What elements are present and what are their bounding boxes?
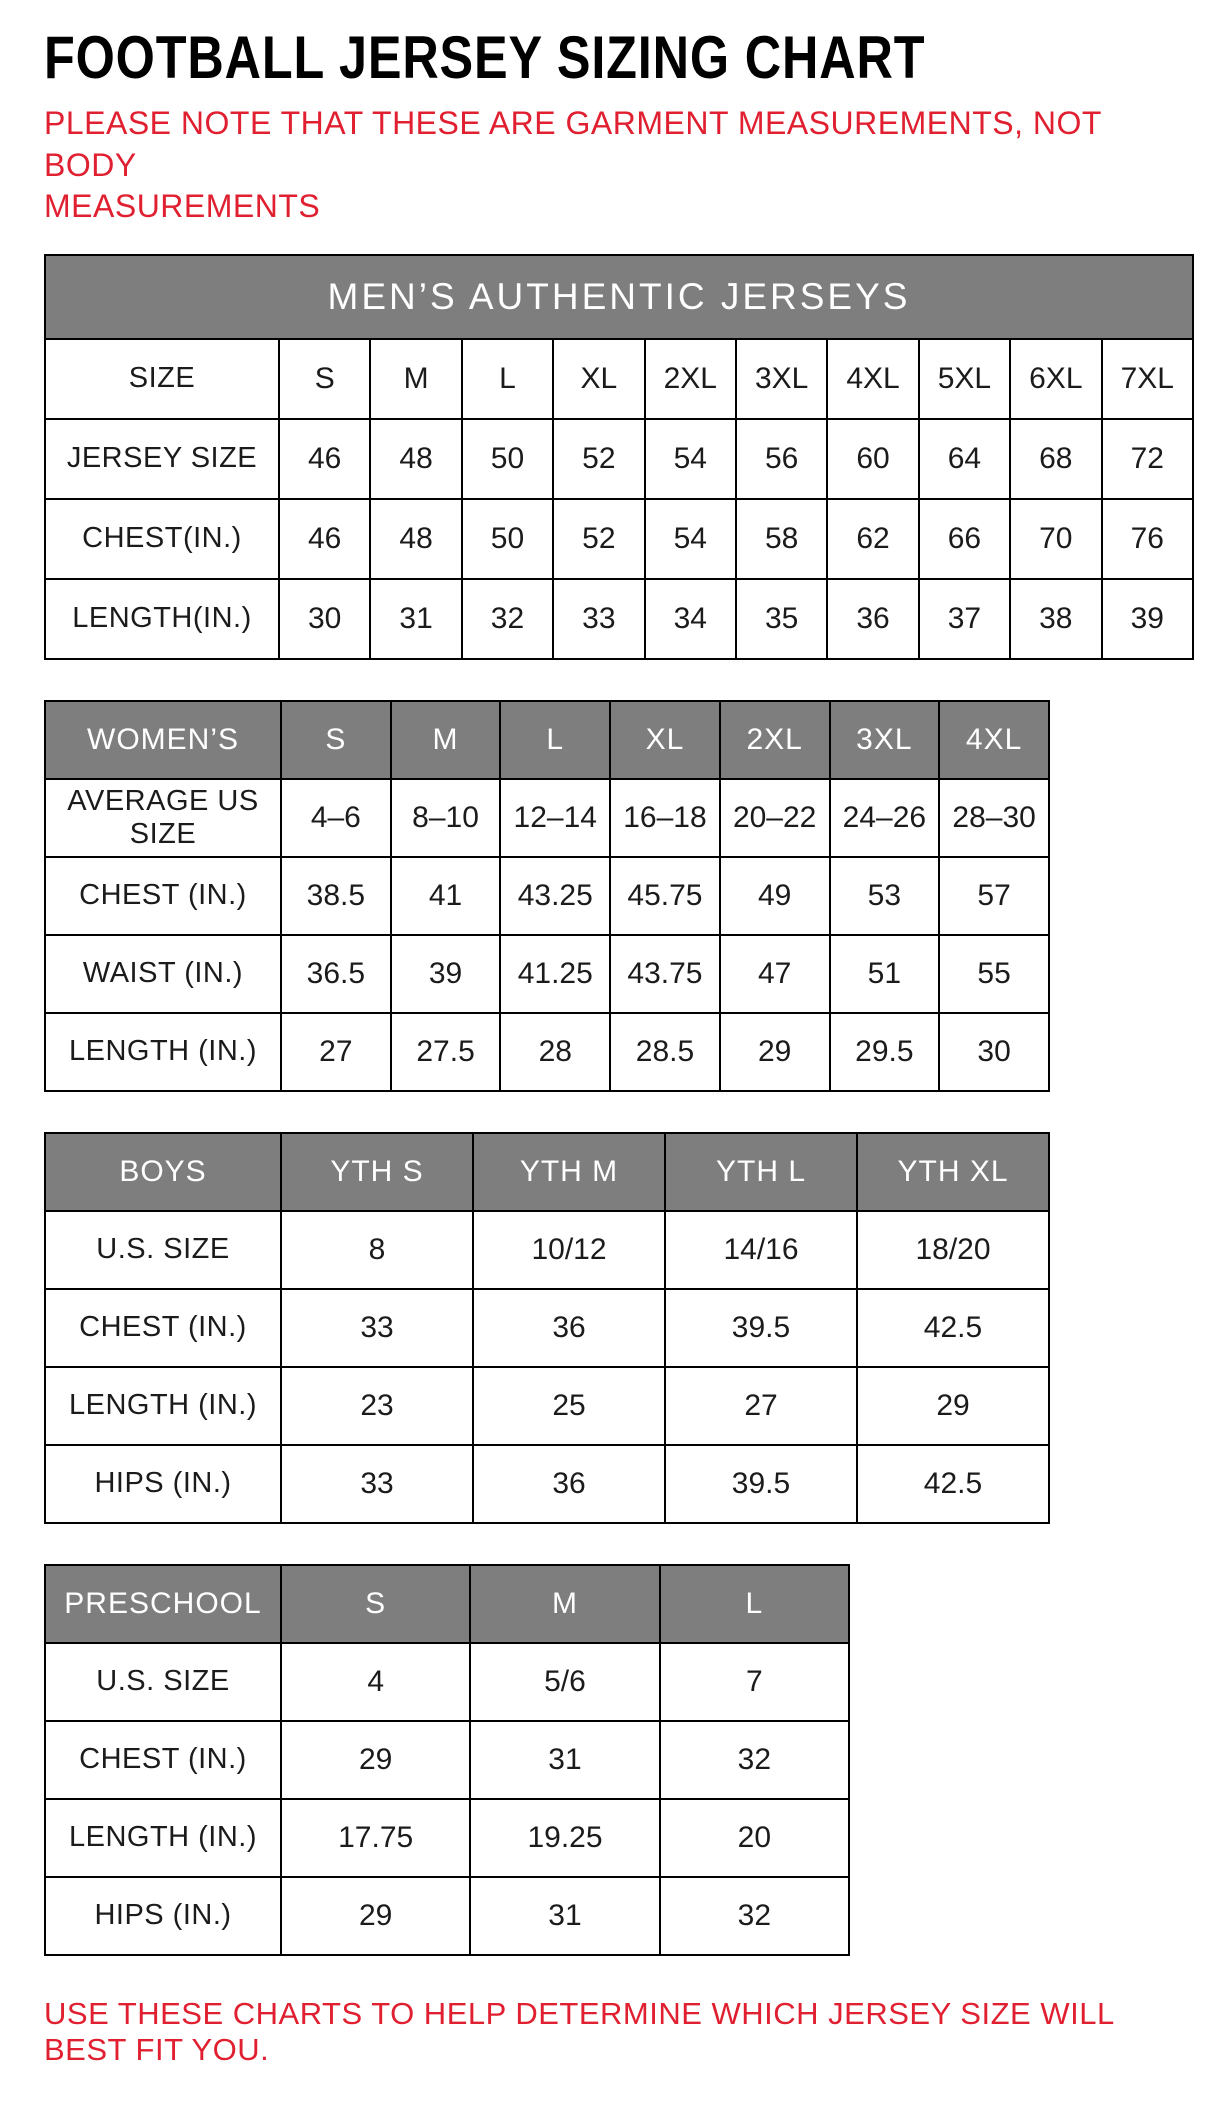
cell: XL — [553, 339, 644, 419]
cell: 43.25 — [500, 857, 610, 935]
table-row — [45, 935, 1049, 1013]
preschool-table-title: PRESCHOOL — [45, 1565, 281, 1643]
cell: 33 — [281, 1289, 473, 1367]
column-header: YTH S — [281, 1133, 473, 1211]
cell: 5/6 — [470, 1643, 659, 1721]
row-label: HIPS (IN.) — [45, 1877, 281, 1955]
row-label: CHEST (IN.) — [45, 857, 281, 935]
table-row — [45, 1643, 849, 1721]
cell: 42.5 — [857, 1445, 1049, 1523]
cell: 7XL — [1102, 339, 1193, 419]
cell: 53 — [830, 857, 940, 935]
cell: 35 — [736, 579, 827, 659]
cell: 36.5 — [281, 935, 391, 1013]
cell: 45.75 — [610, 857, 720, 935]
row-label: AVERAGE US SIZE — [45, 779, 281, 857]
column-header: S — [281, 1565, 470, 1643]
column-header: L — [500, 701, 610, 779]
womens-table-title: WOMEN’S — [45, 701, 281, 779]
cell: 58 — [736, 499, 827, 579]
table-row — [45, 779, 1049, 857]
column-header: YTH L — [665, 1133, 857, 1211]
measurement-note-line2: MEASUREMENTS — [44, 188, 321, 225]
table-row — [45, 857, 1049, 935]
cell: S — [279, 339, 370, 419]
cell: 29 — [857, 1367, 1049, 1445]
cell: 28–30 — [939, 779, 1049, 857]
cell: 52 — [553, 419, 644, 499]
cell: 41 — [391, 857, 501, 935]
table-row — [45, 1877, 849, 1955]
table-row — [45, 499, 1193, 579]
cell: 36 — [827, 579, 918, 659]
table-header-row — [45, 1565, 849, 1643]
cell: 43.75 — [610, 935, 720, 1013]
cell: 46 — [279, 499, 370, 579]
cell: 42.5 — [857, 1289, 1049, 1367]
row-label: LENGTH(IN.) — [45, 579, 279, 659]
row-label: LENGTH (IN.) — [45, 1799, 281, 1877]
row-label: CHEST (IN.) — [45, 1289, 281, 1367]
cell: 41.25 — [500, 935, 610, 1013]
cell: 30 — [279, 579, 370, 659]
cell: 48 — [370, 499, 461, 579]
cell: 62 — [827, 499, 918, 579]
cell: 32 — [660, 1877, 849, 1955]
column-header: M — [391, 701, 501, 779]
cell: 28 — [500, 1013, 610, 1091]
row-label: JERSEY SIZE — [45, 419, 279, 499]
measurement-note-line1: PLEASE NOTE THAT THESE ARE GARMENT MEASUREMENTS, NOT BODY — [44, 105, 1102, 183]
cell: 33 — [553, 579, 644, 659]
cell: 55 — [939, 935, 1049, 1013]
row-label: U.S. SIZE — [45, 1643, 281, 1721]
column-header: 2XL — [720, 701, 830, 779]
page-title: FOOTBALL JERSEY SIZING CHART — [44, 24, 926, 91]
column-header: M — [470, 1565, 659, 1643]
row-label: CHEST(IN.) — [45, 499, 279, 579]
cell: 23 — [281, 1367, 473, 1445]
cell: 32 — [462, 579, 553, 659]
table-row — [45, 339, 1193, 419]
table-row — [45, 1721, 849, 1799]
cell: 8–10 — [391, 779, 501, 857]
column-header: XL — [610, 701, 720, 779]
cell: 32 — [660, 1721, 849, 1799]
cell: 38 — [1010, 579, 1101, 659]
column-header: L — [660, 1565, 849, 1643]
cell: 27 — [281, 1013, 391, 1091]
cell: 29 — [281, 1721, 470, 1799]
column-header: S — [281, 701, 391, 779]
mens-table-banner: MEN’S AUTHENTIC JERSEYS — [45, 255, 1193, 339]
cell: M — [370, 339, 461, 419]
cell: 76 — [1102, 499, 1193, 579]
cell: 4XL — [827, 339, 918, 419]
cell: 68 — [1010, 419, 1101, 499]
cell: 8 — [281, 1211, 473, 1289]
table-row — [45, 1013, 1049, 1091]
boys-table-title: BOYS — [45, 1133, 281, 1211]
row-label: LENGTH (IN.) — [45, 1013, 281, 1091]
cell: 60 — [827, 419, 918, 499]
cell: 4 — [281, 1643, 470, 1721]
cell: 38.5 — [281, 857, 391, 935]
cell: 39.5 — [665, 1289, 857, 1367]
cell: 39.5 — [665, 1445, 857, 1523]
row-label: U.S. SIZE — [45, 1211, 281, 1289]
table-row — [45, 1445, 1049, 1523]
cell: 27.5 — [391, 1013, 501, 1091]
cell: 47 — [720, 935, 830, 1013]
cell: 39 — [391, 935, 501, 1013]
cell: 36 — [473, 1289, 665, 1367]
column-header: 4XL — [939, 701, 1049, 779]
cell: 54 — [645, 499, 736, 579]
column-header: 3XL — [830, 701, 940, 779]
row-label: WAIST (IN.) — [45, 935, 281, 1013]
cell: 12–14 — [500, 779, 610, 857]
cell: 5XL — [919, 339, 1010, 419]
table-row — [45, 419, 1193, 499]
cell: 72 — [1102, 419, 1193, 499]
cell: 3XL — [736, 339, 827, 419]
cell: 57 — [939, 857, 1049, 935]
cell: 36 — [473, 1445, 665, 1523]
cell: 66 — [919, 499, 1010, 579]
cell: 39 — [1102, 579, 1193, 659]
table-header-row — [45, 701, 1049, 779]
column-header: YTH M — [473, 1133, 665, 1211]
cell: 49 — [720, 857, 830, 935]
cell: 33 — [281, 1445, 473, 1523]
cell: 54 — [645, 419, 736, 499]
cell: 51 — [830, 935, 940, 1013]
row-label: CHEST (IN.) — [45, 1721, 281, 1799]
cell: 50 — [462, 499, 553, 579]
table-row — [45, 1289, 1049, 1367]
cell: 25 — [473, 1367, 665, 1445]
measurement-note — [44, 103, 1196, 228]
table-header-row — [45, 1133, 1049, 1211]
cell: L — [462, 339, 553, 419]
cell: 2XL — [645, 339, 736, 419]
cell: 28.5 — [610, 1013, 720, 1091]
cell: 56 — [736, 419, 827, 499]
boys-jerseys-table — [44, 1132, 1050, 1524]
cell: 10/12 — [473, 1211, 665, 1289]
table-row — [45, 1211, 1049, 1289]
cell: 34 — [645, 579, 736, 659]
cell: 52 — [553, 499, 644, 579]
cell: 20–22 — [720, 779, 830, 857]
cell: 20 — [660, 1799, 849, 1877]
cell: 30 — [939, 1013, 1049, 1091]
cell: 50 — [462, 419, 553, 499]
cell: 4–6 — [281, 779, 391, 857]
cell: 37 — [919, 579, 1010, 659]
cell: 31 — [370, 579, 461, 659]
cell: 31 — [470, 1877, 659, 1955]
cell: 19.25 — [470, 1799, 659, 1877]
cell: 29 — [281, 1877, 470, 1955]
table-row — [45, 1799, 849, 1877]
cell: 64 — [919, 419, 1010, 499]
womens-jerseys-table — [44, 700, 1050, 1092]
cell: 14/16 — [665, 1211, 857, 1289]
mens-jerseys-table — [44, 254, 1194, 660]
cell: 27 — [665, 1367, 857, 1445]
cell: 17.75 — [281, 1799, 470, 1877]
column-header: YTH XL — [857, 1133, 1049, 1211]
footer-note: USE THESE CHARTS TO HELP DETERMINE WHICH JERSEY SIZE WILL BEST FIT YOU. — [44, 1995, 1114, 2067]
cell: 16–18 — [610, 779, 720, 857]
cell: 6XL — [1010, 339, 1101, 419]
cell: 29.5 — [830, 1013, 940, 1091]
table-row — [45, 1367, 1049, 1445]
row-label: HIPS (IN.) — [45, 1445, 281, 1523]
cell: 48 — [370, 419, 461, 499]
cell: 29 — [720, 1013, 830, 1091]
table-banner-row — [45, 255, 1193, 339]
cell: 31 — [470, 1721, 659, 1799]
cell: 70 — [1010, 499, 1101, 579]
cell: 24–26 — [830, 779, 940, 857]
cell: 7 — [660, 1643, 849, 1721]
row-label: LENGTH (IN.) — [45, 1367, 281, 1445]
cell: 46 — [279, 419, 370, 499]
row-label: SIZE — [45, 339, 279, 419]
cell: 18/20 — [857, 1211, 1049, 1289]
table-row — [45, 579, 1193, 659]
preschool-jerseys-table — [44, 1564, 850, 1956]
